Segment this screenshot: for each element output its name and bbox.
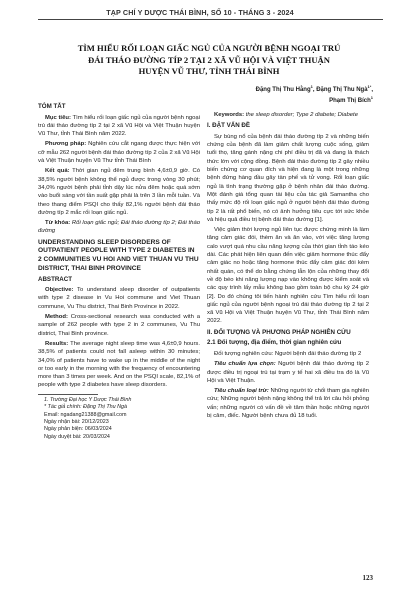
abstract-heading: ABSTRACT [38, 275, 73, 283]
en-results-paragraph [38, 340, 200, 390]
author-separator: , [312, 87, 317, 93]
section-1-paragraph-2: Việc giảm thời lượng ngủ liên tục được chứng minh là làm tăng cảm giác đói, thèm ăn và ăn vào, với việc tăng lượng calo vượt quá nhu cầu năng lượng của thời gian tỉnh táo kéo dài. Các phát hiện liên quan đến việc giảm hormone thúc đẩy cảm giác no hoặc tăng hormone thúc đẩy cảm giác đói kèm nhất quán, có thể do bằng chứng lẫn lộn của những thay đổi về độ béo khi năng lượng nạp vào không được kiểm soát và các quy trình lấy mẫu không bao gồm toàn bộ chu kỳ 24 giờ [2]. Do đó chúng tôi tiến hành nghiên cứu Tìm hiểu rối loạn giấc ngủ của người bệnh ngoại trú đái tháo đường típ 2 tại 2 xã Vũ Hội và Việt Thuận huyện Vũ Thư, tỉnh Thái Bình năm 2022. [207, 227, 369, 325]
en-objective-paragraph [38, 286, 200, 311]
objective-paragraph [38, 114, 200, 139]
footnote-review-date: Ngày phản biện: 06/03/2024 [44, 426, 112, 433]
keywords-paragraph [38, 219, 200, 236]
header-rule [38, 19, 383, 20]
authors [173, 83, 373, 106]
footnote-divider [38, 394, 98, 395]
english-title: UNDERSTANDING SLEEP DISORDERS OF OUTPATIENT PEOPLE WITH TYPE 2 DIABETES IN 2 COMMUNITIES VU HOI AND VIET THUAN VU THU DISTRICT, THAI BINH PROVINCE [38, 238, 199, 272]
journal-header: TẠP CHÍ Y DƯỢC THÁI BÌNH, SỐ 10 - THÁNG 3 - 2024 [106, 8, 294, 17]
author-1: Đặng Thị Thu Hằng [255, 87, 311, 93]
en-results-label: Results: [45, 340, 69, 347]
inclusion-criteria-label: Tiêu chuẩn lựa chọn: [214, 361, 276, 368]
footnote-accepted-date: Ngày duyệt bài: 20/03/2024 [44, 433, 110, 440]
section-2-1-heading: 2.1 Đối tượng, địa điểm, thời gian nghiên cứu [207, 339, 342, 347]
keywords-label: Từ khóa: [45, 220, 71, 227]
results-paragraph [38, 167, 200, 217]
exclusion-criteria-text: Những người từ chối tham gia nghiên cứu; Những người bệnh nặng không thể trả lời câu hỏi phỏng vấn; những người có vấn đề về tâm thần hoặc những người bị câm, điếc. Người bệnh chưa đủ 18 tuổi. [207, 388, 370, 419]
author-2-affiliation: 1* [367, 84, 372, 89]
en-keywords-paragraph [207, 111, 369, 119]
en-method-label: Method: [45, 314, 68, 321]
en-objective-text: To understand sleep disorder of outpatients with type 2 disease in Vu Hoi commune and Viet Thuan commune, Vu Thu district, Thai Binh Province in 2022. [38, 287, 200, 310]
section-2-heading: II. ĐỐI TƯỢNG VÀ PHƯƠNG PHÁP NGHIÊN CỨU [207, 328, 351, 336]
summary-heading: TÓM TẮT [38, 103, 66, 110]
inclusion-criteria-paragraph [207, 360, 369, 385]
inclusion-criteria-text: Người bệnh đái tháo đường típ 2 được điều trị ngoại trú tại trạm y tế hai xã điều tra đó là Vũ Hội và Việt Thuận. [207, 361, 369, 384]
method-text: Nghiên cứu cắt ngang được thực hiện với cỡ mẫu 262 người bệnh đái tháo đường típ 2 của 2 xã Vũ Hội và Việt Thuận huyện Vũ Thư tỉnh Thái Bình [38, 141, 200, 165]
footnote-received-date: Ngày nhận bài: 20/12/2023 [44, 418, 109, 425]
results-label: Kết quả: [45, 168, 70, 175]
footnotes [38, 397, 200, 441]
author-3-affiliation: 1 [370, 95, 373, 101]
exclusion-criteria-paragraph [207, 387, 369, 420]
keywords-text: Rối loạn giấc ngủ; Đái tháo đường típ 2; Đái tháo đường [38, 220, 200, 235]
footnote-corresponding-author: * Tác giả chính: Đặng Thị Thu Ngà [44, 404, 127, 411]
left-column [38, 103, 200, 441]
author-3: Phạm Thị Bích [329, 98, 371, 105]
en-results-text: The average night sleep time was 4,6±0,9 hours. 38,5% of patients could not fall asleep within 30 minutes; 34,0% of patients have to wake up in the middle of the night or too early in the morning with the frequency of encountering more than 3 times per week. And on the PSQI scale, 82,1% of people with type 2 diabetes have sleep disorders. [38, 340, 200, 389]
page-number: 123 [362, 574, 373, 582]
author-1-affiliation: 1 [310, 84, 313, 89]
title-line-2: ĐÁI THÁO ĐƯỜNG TÍP 2 TẠI 2 XÃ VŨ HỘI VÀ VIỆT THUẬN [88, 54, 330, 65]
results-text: Thời gian ngủ đêm trung bình 4,6±0,9 giờ. Có 38,5% người bệnh không thể ngủ được trong vòng 30 phút; 34,0% người bệnh phải tỉnh dậy lúc nửa đêm hoặc quá sớm vào buổi sáng với tần suất gặp phải là trên 3 lần mỗi tuần. Và theo thang điểm PSQI cho thấy 82,1% người bệnh đái tháo đường típ 2 mắc rối loạn giấc ngủ. [38, 168, 200, 216]
section-1-heading: I. ĐẶT VẤN ĐỀ [207, 122, 250, 130]
en-keywords-label: Keywords: [214, 112, 245, 118]
method-paragraph [38, 140, 200, 165]
footnote-affiliation: 1. Trường Đại học Y Dược Thái Bình [44, 396, 132, 403]
title-line-3: HUYỆN VŨ THƯ, TỈNH THÁI BÌNH [138, 66, 280, 77]
en-method-paragraph [38, 313, 200, 338]
exclusion-criteria-label: Tiêu chuẩn loại trừ: [214, 388, 269, 395]
footnote-email: Email: ngadang21388@gmail.com [44, 411, 127, 418]
author-2: Đặng Thị Thu Ngà [316, 87, 368, 93]
section-2-1-text: Đối tượng nghiên cứu: Người bệnh đái tháo đường típ 2 [214, 350, 362, 357]
en-keywords-text: the sleep disorder; Type 2 diabete; Diabete [244, 112, 358, 118]
article-title [50, 43, 368, 78]
section-1-paragraph-1: Sự bùng nổ của bệnh đái tháo đường típ 2 và những biến chứng của bệnh đã làm giảm chất lượng cuộc sống, giảm tuổi thọ, tăng gánh nặng chi phí điều trị đã và đang là thách thức lớn với cộng đồng. Bệnh đái tháo đường típ 2 gây nhiều biến chứng cơ quan đích và hiện đang là một trong những bệnh đứng hàng đầu gây tàn phế và tử vong. Rối loạn giấc ngủ là tình trạng thường gặp ở bệnh nhân đái tháo đường. Một đánh giá tổng quan tài liệu của tác giả Samantha cho thấy mức độ rối loạn giấc ngủ ở người bệnh đái tháo đường típ 2 là rất phổ biến, nó có ảnh hưởng tiêu cực tới sức khỏe và hiệu quả điều trị bệnh đái tháo đường [1]. [207, 133, 369, 223]
title-line-1: TÌM HIỂU RỐI LOẠN GIẤC NGỦ CỦA NGƯỜI BỆNH NGOẠI TRÚ [77, 43, 341, 53]
author-separator: , [371, 87, 373, 93]
method-label: Phương pháp: [45, 141, 87, 148]
right-column [207, 111, 369, 420]
en-method-text: Cross-sectional research was conducted with a sample of 262 people with type 2 in 2 communes, Vu Thu district, Thai Binh province. [38, 314, 200, 337]
objective-label: Mục tiêu: [45, 114, 71, 121]
en-objective-label: Objective: [45, 287, 74, 294]
objective-text: Tìm hiểu rối loạn giấc ngủ của người bệnh ngoại trú đái tháo đường típ 2 tại 2 xã Vũ Hội và Việt Thuận huyện Vũ Thư, tỉnh Thái Bình năm 2022. [38, 114, 200, 138]
